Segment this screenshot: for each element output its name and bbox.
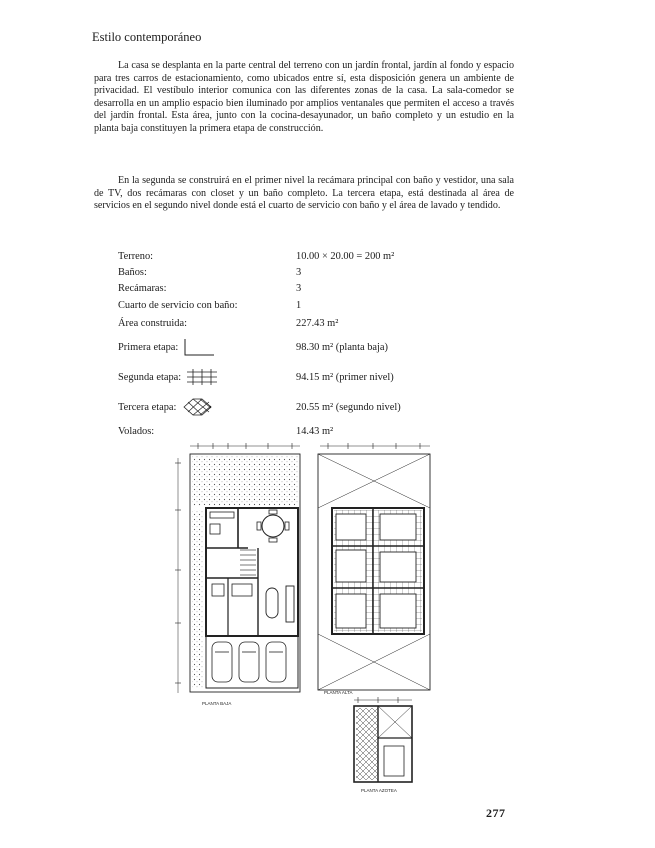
spec-value: 3 — [296, 266, 302, 278]
spec-label: Cuarto de servicio con baño: — [118, 299, 238, 311]
description-paragraph-2: En la segunda se construirá en el primer nivel la recámara principal con baño y vestidor, una sala de TV, dos recámaras con closet y un baño completo. La tercera etapa, está destinada al área de servicios en el segundo nivel donde está el cuarto de servicio con baño y el área de lavado y tendido. — [94, 175, 514, 212]
floor-plans-drawing — [168, 438, 458, 798]
ground-floor-plan — [175, 443, 300, 693]
spec-label: Segunda etapa: — [118, 371, 182, 383]
spec-label: Volados: — [118, 425, 155, 437]
spec-value: 10.00 × 20.00 = 200 m² — [296, 250, 395, 262]
spec-row-segunda-etapa — [118, 362, 438, 392]
spec-value: 94.15 m² (primer nivel) — [296, 371, 394, 383]
roof-plan-caption: PLANTA AZOTEA — [361, 788, 397, 793]
ground-floor-caption: PLANTA BAJA — [202, 701, 232, 706]
spec-value: 20.55 m² (segundo nivel) — [296, 401, 401, 413]
spec-label: Primera etapa: — [118, 341, 179, 353]
roof-plan — [354, 697, 412, 782]
description-paragraph-1: La casa se desplanta en la parte central del terreno con un jardín frontal, jardín al fondo y espacio para tres carros de estacionamiento, como ubicados entre sí, esta disposición genera un ambiente de privacidad. El vestíbulo interior comunica con las diferentes zonas de la casa. La sala-comedor se desarrolla en un amplio espacio bien iluminado por amplios ventanales que permiten el acceso a través del jardín frontal. Esta área, junto con la cocina-desayunador, un baño completo y un estudio en la planta baja constituyen la primera etapa de construcción. — [94, 60, 514, 134]
spec-row-tercera-etapa — [118, 392, 438, 422]
spec-row-primera-etapa — [118, 332, 438, 362]
section-title: Estilo contemporáneo — [92, 30, 202, 44]
spec-value: 1 — [296, 299, 302, 311]
spec-row-terreno — [118, 248, 438, 264]
first-floor-plan — [318, 443, 430, 690]
page-number: 277 — [486, 806, 506, 820]
spec-row-area-construida — [118, 314, 438, 332]
spec-value: 3 — [296, 282, 302, 294]
spec-row-cuarto-servicio — [118, 296, 438, 314]
spec-row-banos — [118, 264, 438, 280]
specifications-list — [118, 248, 438, 440]
grid-pattern-icon — [185, 367, 219, 387]
first-floor-caption: PLANTA ALTA — [324, 690, 353, 695]
spec-label: Tercera etapa: — [118, 401, 177, 413]
spec-label: Recámaras: — [118, 282, 167, 294]
spec-row-recamaras — [118, 280, 438, 296]
cross-hatch-pattern-icon — [180, 396, 214, 418]
plain-pattern-icon — [182, 337, 216, 357]
spec-label: Área construida: — [118, 317, 187, 329]
spec-label: Baños: — [118, 266, 147, 278]
spec-value: 98.30 m² (planta baja) — [296, 341, 388, 353]
spec-label: Terreno: — [118, 250, 154, 262]
spec-value: 14.43 m² — [296, 425, 334, 437]
spec-value: 227.43 m² — [296, 317, 339, 329]
